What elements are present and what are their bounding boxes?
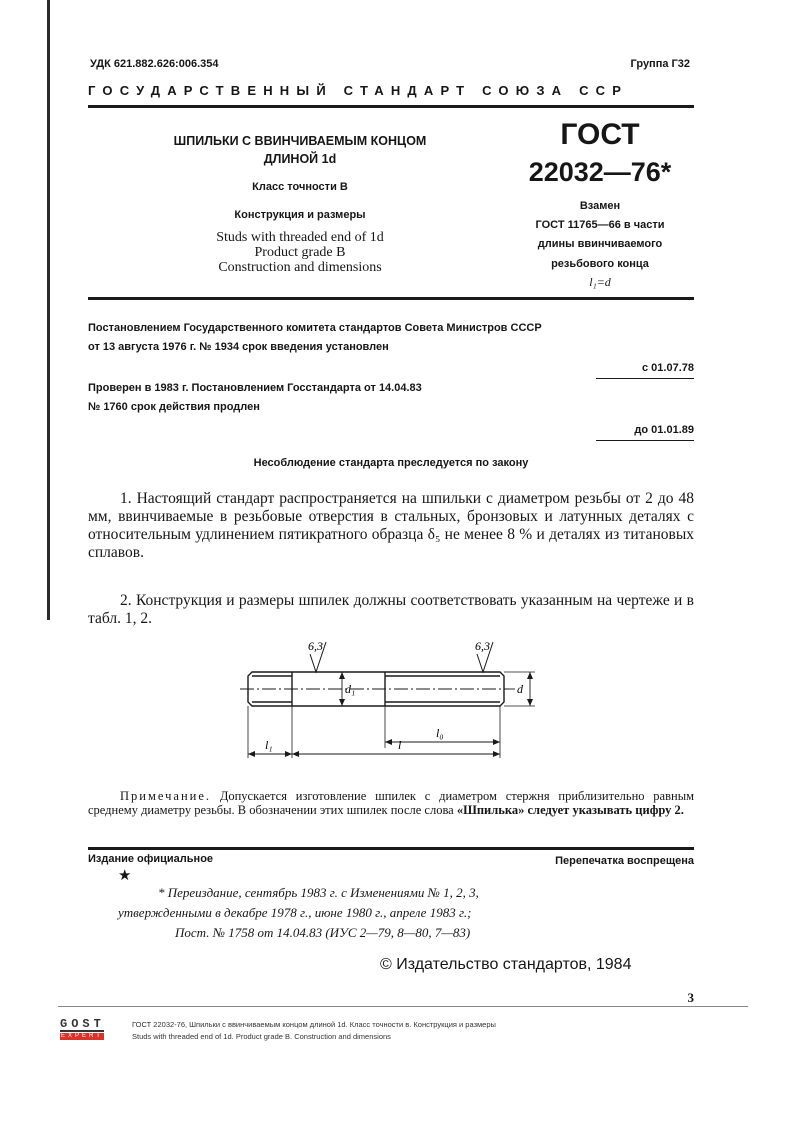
check-line2: № 1760 срок действия продлен — [88, 401, 260, 413]
title-ru-line1: ШПИЛЬКИ С ВВИНЧИВАЕМЫМ КОНЦОМ — [173, 134, 427, 148]
l0-label: l₀ — [436, 726, 444, 740]
gost-number: 22032—76* — [528, 157, 672, 187]
top-rule — [88, 105, 694, 108]
d1-label: d₁ — [345, 682, 356, 696]
date-to: до 01.01.89 — [634, 424, 694, 436]
decree-line2: от 13 августа 1976 г. № 1934 срок введения установлен — [88, 341, 389, 353]
edition-label: Издание официальное — [88, 853, 214, 865]
title-ru-line2: ДЛИНОЙ 1d — [263, 152, 337, 166]
date-to-rule — [596, 440, 694, 441]
date-from-rule — [596, 378, 694, 379]
d-label: d — [517, 682, 523, 696]
scan-edge-line — [47, 0, 50, 620]
title-en-line1: Studs with threaded end of 1d — [216, 230, 384, 245]
udk-code: УДК 621.882.626:006.354 — [90, 58, 219, 70]
note-text-bold: «Шпилька» следует указывать цифру 2. — [456, 803, 684, 817]
l1-label: l₁ — [265, 738, 273, 752]
replaces-line3: длины ввинчиваемого — [537, 238, 663, 250]
note-text: Допускается изготовление шпилек с диаметром стержня приблизительно равным среднему диаметру резьбы. В обозначении этих шпилек после слова — [88, 789, 695, 817]
replaces-line4: резьбового конца — [551, 258, 649, 270]
stud-drawing — [230, 636, 550, 772]
site-footer-line1: ГОСТ 22032-76, Шпильки с ввинчиваемым концом длиной 1d. Класс точности в. Конструкция и размеры — [132, 1020, 496, 1029]
star-icon: ★ — [118, 867, 132, 884]
roughness-right-label: 6,3 — [475, 639, 490, 653]
site-footer-line2: Studs with threaded end of 1d. Product grade B. Construction and dimensions — [132, 1032, 391, 1041]
title-en-line2: Product grade B — [254, 245, 346, 260]
group-code: Группа Г32 — [630, 58, 690, 70]
title-rule — [88, 297, 694, 300]
copyright: © Издательство стандартов, 1984 — [380, 956, 632, 973]
l-label: l — [398, 738, 402, 752]
title-en-line3: Construction and dimensions — [218, 260, 382, 275]
paragraph-2: 2. Конструкция и размеры шпилек должны соответствовать указанным на чертеже и в табл. 1, 2. — [88, 592, 694, 627]
gost-expert-logo[interactable] — [60, 1018, 104, 1040]
paragraph-1: 1. Настоящий стандарт распространяется на шпильки с диаметром резьбы от 2 до 48 мм, ввинчиваемые в резьбовые отверстия в стальных, бронзовых и латунных деталях с относительным удлинением пятикратного образца δ₅ не менее 8 % и деталях из титановых сплавов. — [88, 490, 694, 561]
check-line1: Проверен в 1983 г. Постановлением Госстандарта от 14.04.83 — [88, 382, 422, 394]
construction-title: Конструкция и размеры — [234, 209, 366, 221]
date-from: с 01.07.78 — [642, 362, 694, 374]
title-en — [140, 230, 460, 275]
note — [88, 789, 694, 817]
footer-rule — [88, 847, 694, 850]
reissue-line1: * Переиздание, сентябрь 1983 г. с Изменениями № 1, 2, 3, — [158, 885, 479, 900]
compliance-warning: Несоблюдение стандарта преследуется по закону — [253, 457, 529, 469]
reissue-line3: Пост. № 1758 от 14.04.83 (ИУС 2—79, 8—80, 7—83) — [175, 925, 471, 940]
replaces-line5: l₁=d — [589, 275, 611, 289]
reprint-label: Перепечатка воспрещена — [555, 855, 694, 867]
logo-bottom: EXPERT — [61, 1033, 103, 1039]
state-standard-banner: ГОСУДАРСТВЕННЫЙ СТАНДАРТ СОЮЗА ССР — [88, 83, 629, 98]
accuracy-class: Класс точности В — [252, 181, 348, 193]
gost-label: ГОСТ — [560, 118, 640, 151]
decree-line1: Постановлением Государственного комитета стандартов Совета Министров СССР — [88, 322, 542, 334]
page-number: 3 — [687, 990, 694, 1005]
reissue-line2: утвержденными в декабре 1978 г., июне 1980 г., апреле 1983 г.; — [118, 905, 472, 920]
replaces-label: Взамен — [579, 200, 621, 212]
replaces-line2: ГОСТ 11765—66 в части — [535, 219, 665, 231]
site-footer-rule — [58, 1006, 748, 1007]
roughness-left-label: 6,3 — [308, 639, 323, 653]
note-label: Примечание. — [120, 789, 212, 803]
logo-top: GOST — [60, 1017, 105, 1031]
